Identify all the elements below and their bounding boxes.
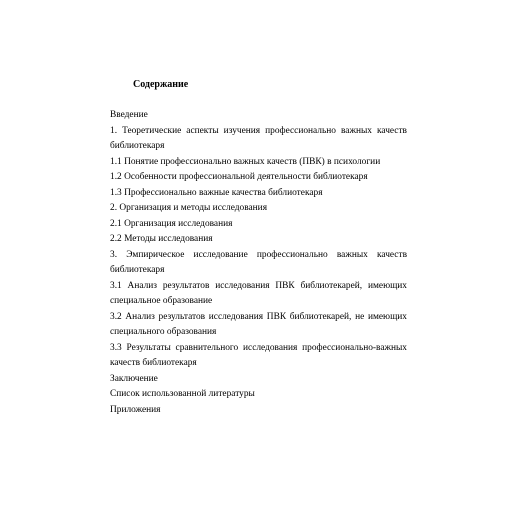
toc-item: 3. Эмпирическое исследование профессионально важных качеств библиотекаря <box>110 249 407 275</box>
table-of-contents <box>110 108 407 418</box>
toc-item: 2.1 Организация исследования <box>110 218 233 229</box>
toc-item: 2.2 Методы исследования <box>110 234 213 244</box>
toc-item: 1.2 Особенности профессиональной деятельности библиотекаря <box>110 172 368 182</box>
toc-item: 1.3 Профессионально важные качества библиотекаря <box>110 187 323 198</box>
toc-item: Заключение <box>110 373 158 384</box>
toc-item: 3.1 Анализ результатов исследования ПВК библиотекарей, имеющих специальное образование <box>110 280 407 306</box>
toc-item: 1. Теоретические аспекты изучения профессионально важных качеств библиотекаря <box>110 125 407 151</box>
toc-item: 3.3 Результаты сравнительного исследования профессионально-важных качеств библиотекаря <box>110 342 407 368</box>
toc-item: 1.1 Понятие профессионально важных качеств (ПВК) в психологии <box>110 156 381 167</box>
toc-item: Список использованной литературы <box>110 389 255 399</box>
toc-item: 2. Организация и методы исследования <box>110 203 268 213</box>
toc-item: 3.2 Анализ результатов исследования ПВК библиотекарей, не имеющих специального образования <box>110 311 407 337</box>
document-title: Содержание <box>133 79 189 90</box>
toc-item: Приложения <box>110 404 161 415</box>
toc-item: Введение <box>110 110 148 120</box>
